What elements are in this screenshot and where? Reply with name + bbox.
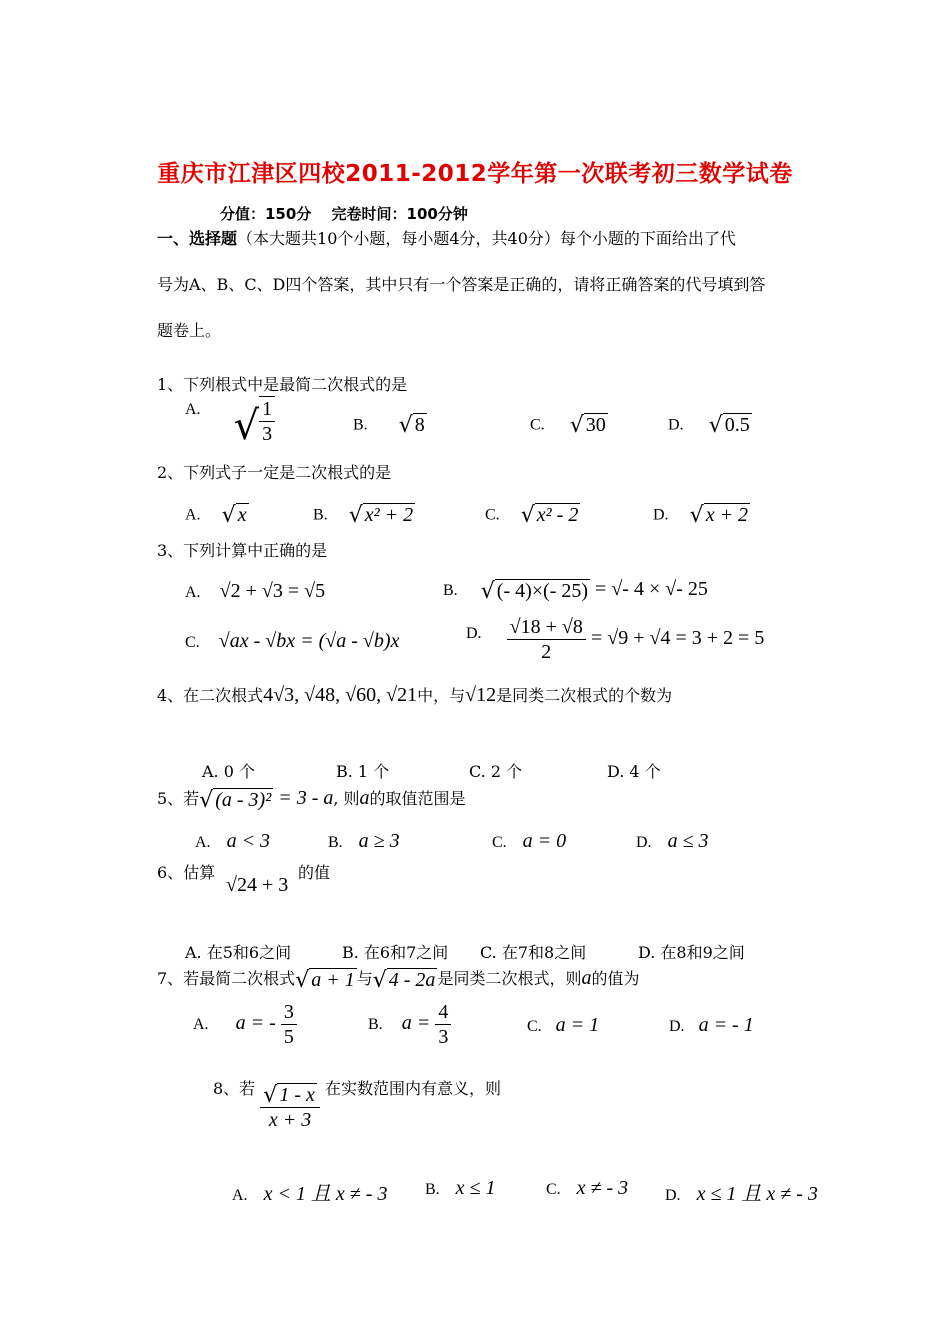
q7-option-a: A. a = - $\frac{3}{5}$ bbox=[193, 1000, 297, 1049]
q2-option-a: A. √ x bbox=[185, 503, 247, 528]
q4-option-c: C. 2 个 bbox=[469, 762, 523, 781]
q6-option-a: A. 在5和6之间 bbox=[185, 943, 292, 962]
q4-expressions: 4√3, √48, √60, √21 bbox=[263, 684, 418, 706]
q1-option-d: D. √ 0.5 bbox=[668, 413, 750, 438]
q7-option-c: C. a = 1 bbox=[527, 1014, 600, 1036]
q4-option-d: D. 4 个 bbox=[607, 762, 661, 781]
q8-option-a: A. x < 1 且 x ≠ - 3 bbox=[232, 1183, 388, 1205]
q4-option-b: B. 1 个 bbox=[336, 762, 390, 781]
q4-reference: √12 bbox=[465, 684, 497, 706]
section-intro-line1 bbox=[157, 226, 736, 249]
q6-option-c: C. 在7和8之间 bbox=[480, 943, 587, 962]
q5-option-a: A. a < 3 bbox=[195, 830, 271, 852]
q6-stem-prefix: 6、估算 bbox=[157, 863, 216, 882]
q8-option-b: B. x ≤ 1 bbox=[425, 1177, 496, 1199]
q8-stem: 8、若 √ 1 - x x + 3 在实数范围内有意义，则 bbox=[213, 1078, 501, 1132]
q5-option-d: D. a ≤ 3 bbox=[636, 830, 709, 852]
section-intro-line3: 题卷上。 bbox=[157, 321, 222, 340]
q2-option-c: C. √ x² - 2 bbox=[485, 503, 579, 528]
q3-stem: 3、下列计算中正确的是 bbox=[157, 541, 328, 560]
q5-stem: 5、若 √ (a - 3)² = 3 - a, 则a的取值范围是 bbox=[157, 787, 466, 813]
q2-option-b: B. √ x² + 2 bbox=[313, 503, 414, 528]
q3-option-a: A. √2 + √3 = √5 bbox=[185, 580, 326, 602]
q4-option-a: A. 0 个 bbox=[202, 762, 255, 781]
q1-option-a: A. √ $\frac{1}{3}$ bbox=[185, 396, 275, 446]
section-heading: 一、选择题 bbox=[157, 229, 238, 248]
q8-option-d: D. x ≤ 1 且 x ≠ - 3 bbox=[665, 1183, 818, 1205]
q8-option-c: C. x ≠ - 3 bbox=[546, 1177, 629, 1199]
q3-option-d: D. $\frac{√18 + √8}{2}$ = √9 + √4 = 3 + 2 = 5 bbox=[466, 616, 765, 663]
q5-option-b: B. a ≥ 3 bbox=[328, 830, 400, 852]
q5-option-c: C. a = 0 bbox=[492, 830, 567, 852]
q1-stem: 1、下列根式中是最简二次根式的是 bbox=[157, 375, 408, 394]
page-title: 重庆市江津区四校2011-2012学年第一次联考初三数学试卷 bbox=[157, 161, 793, 187]
q3-option-b: B. √ (- 4)×(- 25) = √- 4 × √- 25 bbox=[443, 578, 708, 604]
section-desc: （本大题共10个小题，每小题4分，共40分）每个小题的下面给出了代 bbox=[237, 229, 736, 248]
exam-meta: 分值：150分 完卷时间：100分钟 bbox=[220, 205, 468, 223]
q1-option-b: B. √ 8 bbox=[353, 413, 425, 438]
q3-option-c: C. √ax - √bx = (√a - √b)x bbox=[185, 630, 400, 652]
q7-option-b: B. a = $\frac{4}{3}$ bbox=[368, 1000, 451, 1049]
q6-option-d: D. 在8和9之间 bbox=[638, 943, 745, 962]
q4-stem: 4、在二次根式4√3, √48, √60, √21中，与√12是同类二次根式的个数为 bbox=[157, 684, 673, 706]
q6-expression: √24 + 3 bbox=[226, 874, 289, 896]
q6-option-b: B. 在6和7之间 bbox=[342, 943, 449, 962]
q1-option-c: C. √ 30 bbox=[530, 413, 606, 438]
q7-option-d: D. a = - 1 bbox=[669, 1014, 754, 1036]
q2-stem: 2、下列式子一定是二次根式的是 bbox=[157, 463, 392, 482]
q6-stem-suffix: 的值 bbox=[298, 863, 331, 882]
q2-option-d: D. √ x + 2 bbox=[653, 503, 749, 528]
q7-stem: 7、若最简二次根式 √ a + 1 与 √ 4 - 2a 是同类二次根式，则a的值为 bbox=[157, 967, 640, 993]
section-intro-line2: 号为A、B、C、D四个答案，其中只有一个答案是正确的，请将正确答案的代号填到答 bbox=[157, 275, 766, 294]
